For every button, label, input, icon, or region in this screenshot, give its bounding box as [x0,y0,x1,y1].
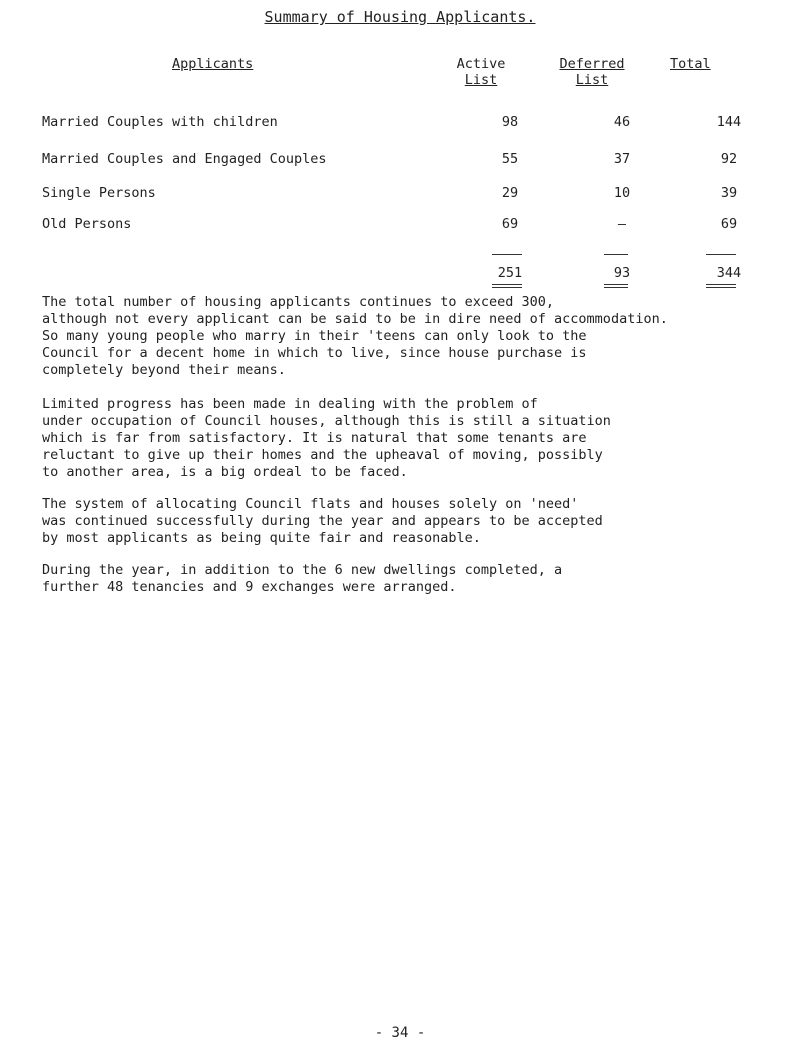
total-double-rule [604,284,628,288]
total-double-rule [492,284,522,288]
active-value: 98 [501,114,519,130]
total-value: 39 [720,185,738,201]
sum-rule [706,254,736,255]
deferred-value: 10 [613,185,631,201]
paragraph: Limited progress has been made in dealing with the problem of under occupation of Council houses, although this is still a situation which is far from satisfactory. It is natural that some tenants are reluctant to give up their homes and the upheaval of moving, possibly to another area, is a big ordeal to be faced. [42,396,611,480]
row-label: Married Couples with children [42,114,278,130]
header-applicants: Applicants [172,56,254,72]
table-row [42,114,742,132]
active-value: 55 [501,151,519,167]
grand-total: 344 [716,265,742,281]
total-value: 92 [720,151,738,167]
deferred-value: – [617,216,627,232]
active-total: 251 [497,265,523,281]
total-value: 69 [720,216,738,232]
paragraph: During the year, in addition to the 6 new dwellings completed, a further 48 tenancies and 9 exchanges were arranged. [42,562,563,595]
row-label: Married Couples and Engaged Couples [42,151,327,167]
active-value: 29 [501,185,519,201]
header-total: Total [670,56,711,72]
page-number: - 34 - [374,1025,426,1041]
sum-rule [492,254,522,255]
sum-rule [604,254,628,255]
page-title: Summary of Housing Applicants. [264,8,536,26]
total-value: 144 [716,114,742,130]
table-row [42,151,742,169]
table-row [42,185,742,203]
deferred-value: 46 [613,114,631,130]
active-value: 69 [501,216,519,232]
header-active-list: Active List [456,56,506,88]
table-row [42,216,742,234]
row-label: Single Persons [42,185,156,201]
deferred-total: 93 [613,265,631,281]
paragraph: The system of allocating Council flats and houses solely on 'need' was continued successfully during the year and appears to be accepted by most applicants as being quite fair and reasonable. [42,496,603,546]
totals-row [42,265,742,283]
paragraph: The total number of housing applicants continues to exceed 300, although not every applicant can be said to be in dire need of accommodation. So many young people who marry in their 'teens can only look to the Council for a decent home in which to live, since house purchase is completely beyond their means. [42,294,668,378]
row-label: Old Persons [42,216,132,232]
header-deferred-list: Deferred List [559,56,625,88]
total-double-rule [706,284,736,288]
deferred-value: 37 [613,151,631,167]
